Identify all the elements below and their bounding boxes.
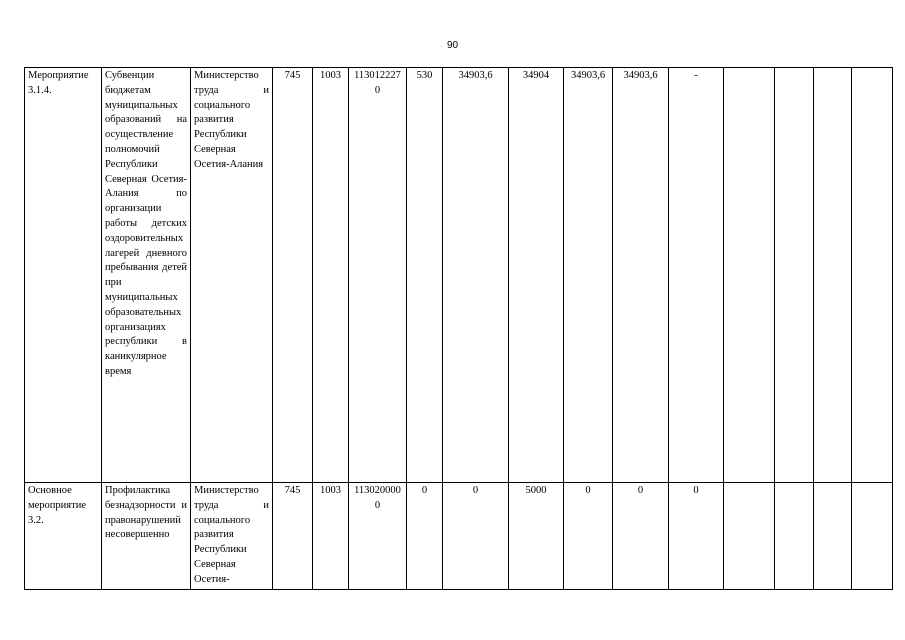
table-row xyxy=(25,483,893,590)
page-number: 90 xyxy=(446,40,459,51)
value-cell-6 xyxy=(724,483,775,590)
value-cell-9 xyxy=(852,483,893,590)
table-row xyxy=(25,68,893,483)
value-cell-2: 5000 xyxy=(509,483,564,590)
value-cell-8 xyxy=(814,483,852,590)
vr-cell: 530 xyxy=(407,68,443,483)
value-cell-7 xyxy=(775,483,814,590)
rzpr-cell: 1003 xyxy=(313,483,349,590)
value-cell-1: 34903,6 xyxy=(443,68,509,483)
rzpr-cell: 1003 xyxy=(313,68,349,483)
grbs-cell: 745 xyxy=(273,483,313,590)
value-cell-7 xyxy=(775,68,814,483)
value-cell-3: 0 xyxy=(564,483,613,590)
budget-table xyxy=(24,67,893,590)
value-cell-5: - xyxy=(669,68,724,483)
csr-cell: 1130200000 xyxy=(349,483,407,590)
value-cell-2: 34904 xyxy=(509,68,564,483)
grbs-cell: 745 xyxy=(273,68,313,483)
executor-cell: Министерство труда и социального развития Республики Северная Осетия-Алания xyxy=(191,68,273,483)
value-cell-5: 0 xyxy=(669,483,724,590)
value-cell-9 xyxy=(852,68,893,483)
executor-cell: Министерство труда и социального развития Республики Северная Осетия- xyxy=(191,483,273,590)
value-cell-8 xyxy=(814,68,852,483)
value-cell-4: 34903,6 xyxy=(613,68,669,483)
event-cell: Основное мероприятие 3.2. xyxy=(25,483,102,590)
event-cell: Мероприятие 3.1.4. xyxy=(25,68,102,483)
value-cell-6 xyxy=(724,68,775,483)
value-cell-4: 0 xyxy=(613,483,669,590)
value-cell-3: 34903,6 xyxy=(564,68,613,483)
csr-cell: 1130122270 xyxy=(349,68,407,483)
value-cell-1: 0 xyxy=(443,483,509,590)
event-name-cell: Субвенции бюджетам муниципальных образований на осуществление полномочий Республики Северная Осетия-Алания по организации работы детских оздоровительных лагерей дневного пребывания детей при муниципальных образовательных организациях республики в каникулярное время xyxy=(102,68,191,483)
vr-cell: 0 xyxy=(407,483,443,590)
event-name-cell: Профилактика безнадзорности и правонарушений несовершенно xyxy=(102,483,191,590)
